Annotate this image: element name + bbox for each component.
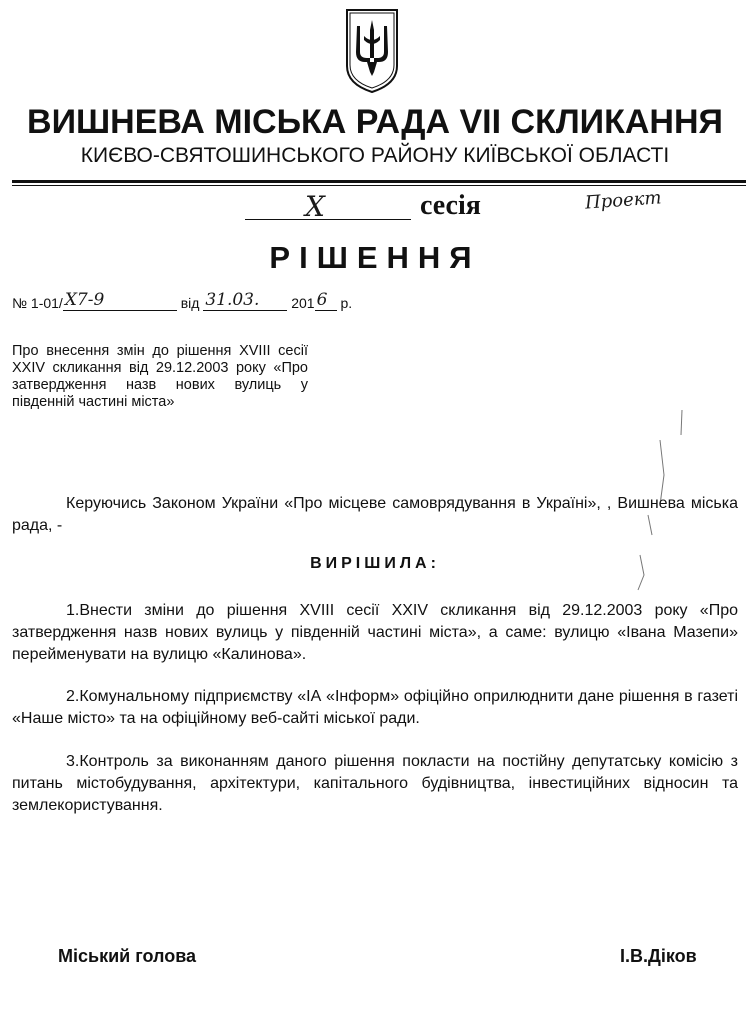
signature-title: Міський голова xyxy=(58,946,197,966)
session-label: сесія xyxy=(420,190,481,221)
document-number-field xyxy=(63,290,177,311)
date-field xyxy=(203,290,287,311)
resolved-heading: ВИРІШИЛА: xyxy=(310,555,440,572)
council-name: ВИШНЕВА МІСЬКА РАДА VII СКЛИКАННЯ xyxy=(27,103,723,141)
preamble-paragraph: Керуючись Законом України «Про місцеве самоврядування в Україні», , Вишнева міська рада, - xyxy=(12,495,738,534)
session-number-handwritten: X xyxy=(305,190,325,223)
signature-name: І.В.Діков xyxy=(620,946,697,966)
year-suffix: р. xyxy=(340,295,353,311)
header-divider-thin xyxy=(12,185,746,186)
year-digit-handwritten: 6 xyxy=(316,290,328,310)
year-prefix: 201 xyxy=(291,295,315,311)
session-number-line xyxy=(245,219,411,220)
decision-title: РІШЕННЯ xyxy=(269,240,481,275)
tryzub-coat-of-arms-icon xyxy=(343,6,401,94)
resolution-item-2: 2.Комунальному підприємству «ІА «Інформ» офіційно оприлюднити дане рішення в газеті «Наше місто» та на офіційному веб-сайті міської ради. xyxy=(12,688,738,727)
council-subtitle: КИЄВО-СВЯТОШИНСЬКОГО РАЙОНУ КИЇВСЬКОЇ ОБЛАСТІ xyxy=(80,144,670,167)
date-prefix: від xyxy=(180,295,200,311)
document-number-row xyxy=(12,290,353,311)
decision-subject: Про внесення змін до рішення XVIII сесії XXIV скликання від 29.12.2003 року «Про затвердження назв нових вулиць у південній частині міста» xyxy=(12,343,308,410)
header-divider-thick xyxy=(12,180,746,183)
document-number-prefix: № 1-01/ xyxy=(12,295,63,311)
resolution-item-3: 3.Контроль за виконанням даного рішення покласти на постійну депутатську комісію з питань містобудування, архітектури, капітального будівництва, інвестиційних відносин та землекористування. xyxy=(12,753,738,814)
resolution-item-1: 1.Внести зміни до рішення XVIII сесії XXIV скликання від 29.12.2003 року «Про затвердження назв нових вулиць у південній частині міста», а саме: вулицю «Івана Мазепи» перейменувати на вулицю «Калинова». xyxy=(12,602,738,663)
draft-stamp-handwritten: Проект xyxy=(584,187,663,214)
document-number-handwritten: Х7-9 xyxy=(64,290,105,310)
year-field xyxy=(315,290,337,311)
date-handwritten: 31.03. xyxy=(205,290,260,310)
